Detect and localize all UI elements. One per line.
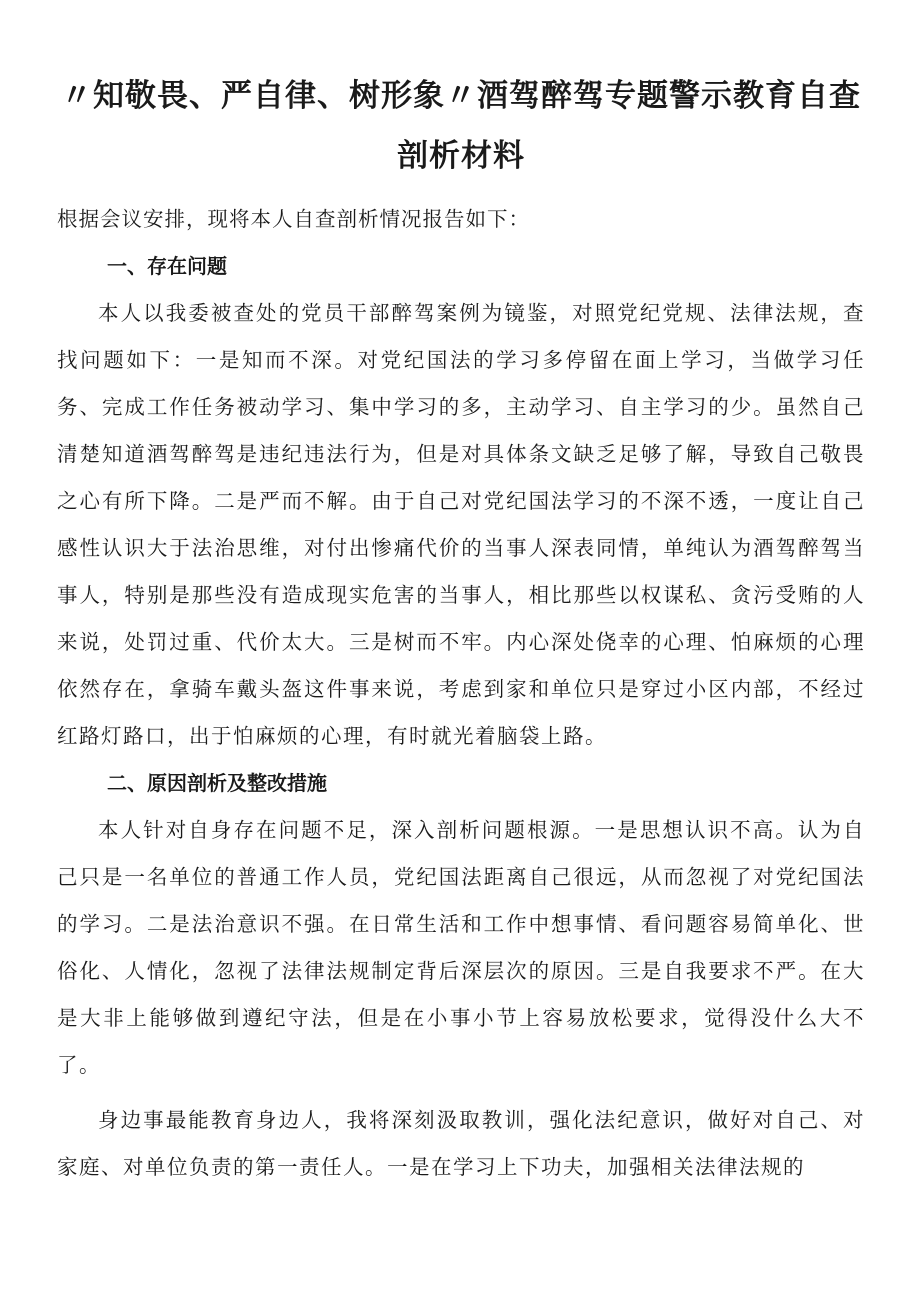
section-paragraph-causes: 本人针对自身存在问题不足，深入剖析问题根源。一是思想认识不高。认为自己只是一名单位的普通工作人员，党纪国法距离自己很远，从而忽视了对党纪国法的学习。二是法治意识不强。在日常生活和工作中想事情、看问题容易简单化、世俗化、人情化，忽视了法律法规制定背后深层次的原因。三是自我要求不严。在大是大非上能够做到遵纪守法，但是在小事小节上容易放松要求，觉得没什么大不了。	[57, 818, 865, 1077]
section-heading-causes: 二、原因剖析及整改措施	[107, 771, 327, 795]
section-heading-problems: 一、存在问题	[107, 254, 227, 278]
document-title: 〃知敬畏、严自律、树形象〃酒驾醉驾专题警示教育自查剖析材料	[61, 78, 861, 174]
section-paragraph-problems: 本人以我委被查处的党员干部醉驾案例为镜鉴，对照党纪党规、法律法规，查找问题如下：一是知而不深。对党纪国法的学习多停留在面上学习，当做学习任务、完成工作任务被动学习、集中学习的多，主动学习、自主学习的少。虽然自己清楚知道酒驾醉驾是违纪违法行为，但是对具体条文缺乏足够了解，导致自己敬畏之心有所下降。二是严而不解。由于自己对党纪国法学习的不深不透，一度让自己感性认识大于法治思维，对付出惨痛代价的当事人深表同情，单纯认为酒驾醉驾当事人，特别是那些没有造成现实危害的当事人，相比那些以权谋私、贪污受贿的人来说，处罚过重、代价太大。三是树而不牢。内心深处侥幸的心理、怕麻烦的心理依然存在，拿骑车戴头盔这件事来说，考虑到家和单位只是穿过小区内部，不经过红路灯路口，出于怕麻烦的心理，有时就光着脑袋上路。	[57, 301, 865, 748]
closing-paragraph: 身边事最能教育身边人，我将深刻汲取教训，强化法纪意识，做好对自己、对家庭、对单位负责的第一责任人。一是在学习上下功夫，加强相关法律法规的	[57, 1108, 865, 1179]
intro-paragraph: 根据会议安排，现将本人自查剖析情况报告如下：	[57, 207, 530, 231]
